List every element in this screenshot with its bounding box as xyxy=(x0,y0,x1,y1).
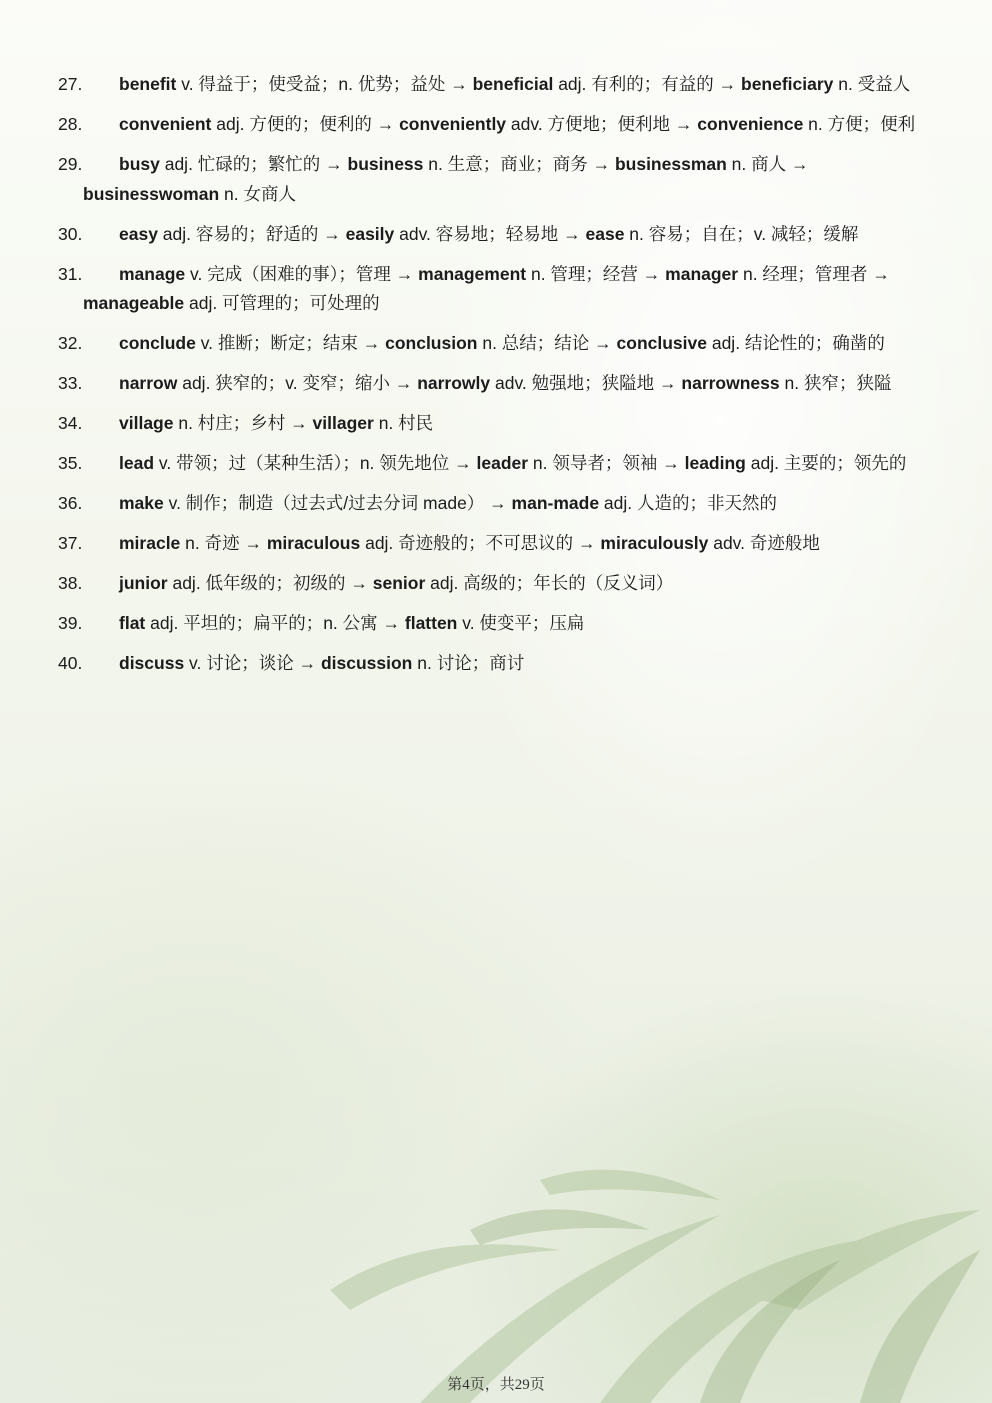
headword: junior xyxy=(119,573,168,593)
headword: businesswoman xyxy=(83,183,220,204)
entry-text xyxy=(83,569,938,599)
definition-text: adj. 狭窄的；v. 变窄；缩小 → xyxy=(177,373,418,393)
vocab-entry xyxy=(58,329,938,359)
vocab-entry xyxy=(58,569,938,599)
headword: discussion xyxy=(320,653,413,673)
definition-text: n. 总结；结论 → xyxy=(477,333,617,353)
headword: miraculously xyxy=(600,533,709,553)
headword: convenient xyxy=(119,114,212,134)
headword: business xyxy=(347,154,424,174)
definition-text: v. 得益于；使受益；n. 优势；益处 → xyxy=(176,74,473,94)
definition-text: v. 讨论；谈论 → xyxy=(184,653,321,673)
entry-text xyxy=(83,409,938,439)
headword: narrowly xyxy=(417,373,491,393)
entry-number: 39. xyxy=(58,613,83,633)
headword: management xyxy=(418,263,527,284)
headword: make xyxy=(119,493,164,513)
vocab-entry xyxy=(58,260,938,319)
entry-number: 28. xyxy=(58,114,83,134)
definition-text: v. 制作；制造（过去式/过去分词 made） → xyxy=(163,493,512,513)
headword: convenience xyxy=(697,114,804,134)
vocab-entry xyxy=(58,409,938,439)
headword: conveniently xyxy=(399,114,507,134)
definition-text: n. 管理；经营 → xyxy=(526,263,666,284)
vocab-entry xyxy=(58,529,938,559)
entry-number: 32. xyxy=(58,333,83,353)
entry-text xyxy=(83,110,938,140)
headword: senior xyxy=(372,573,426,593)
headword: flatten xyxy=(404,613,458,633)
vocab-entry xyxy=(58,70,938,100)
vocabulary-list xyxy=(58,70,938,689)
headword: manage xyxy=(119,263,186,284)
definition-text: adv. 容易地；轻易地 → xyxy=(394,223,586,244)
entry-text xyxy=(83,649,938,679)
definition-text: adj. 结论性的；确凿的 xyxy=(706,333,885,353)
entry-number: 37. xyxy=(58,533,83,553)
definition-text: n. 讨论；商讨 xyxy=(412,653,525,673)
definition-text: adj. 忙碌的；繁忙的 → xyxy=(159,154,348,174)
entry-number: 36. xyxy=(58,493,83,513)
definition-text: adj. 可管理的；可处理的 xyxy=(184,293,380,313)
headword: easy xyxy=(119,223,158,244)
headword: conclude xyxy=(119,333,196,353)
definition-text: n. 容易；自在；v. 减轻；缓解 xyxy=(624,223,859,244)
vocab-entry xyxy=(58,150,938,209)
headword: man-made xyxy=(511,493,600,513)
headword: conclusive xyxy=(616,333,707,353)
headword: narrowness xyxy=(681,373,780,393)
definition-text: adj. 人造的；非天然的 xyxy=(599,493,778,513)
entry-number: 34. xyxy=(58,413,83,433)
headword: discuss xyxy=(119,653,185,673)
entry-number: 30. xyxy=(58,223,83,244)
entry-text xyxy=(83,150,938,209)
definition-text: n. 奇迹 → xyxy=(180,533,267,553)
headword: manager xyxy=(665,263,739,284)
entry-text xyxy=(83,609,938,639)
entry-number: 27. xyxy=(58,74,83,94)
headword: villager xyxy=(312,413,374,433)
definition-text: v. 使变平；压扁 xyxy=(457,613,585,633)
definition-text: n. 生意；商业；商务 → xyxy=(423,154,615,174)
entry-text xyxy=(83,70,938,100)
headword: beneficial xyxy=(472,74,554,94)
headword: conclusion xyxy=(385,333,478,353)
page-footer: 第4页，共29页 xyxy=(447,1377,545,1393)
definition-text: adj. 高级的；年长的（反义词） xyxy=(425,573,674,593)
vocab-entry xyxy=(58,369,938,399)
vocab-entry xyxy=(58,449,938,479)
headword: beneficiary xyxy=(741,74,834,94)
definition-text: adj. 有利的；有益的 → xyxy=(553,74,741,94)
vocab-entry xyxy=(58,489,938,519)
entry-text xyxy=(83,260,938,319)
entry-text xyxy=(83,369,938,399)
definition-text: adv. 方便地；便利地 → xyxy=(506,114,698,134)
entry-text xyxy=(83,220,938,250)
headword: narrow xyxy=(119,373,178,393)
headword: flat xyxy=(119,613,146,633)
headword: leading xyxy=(684,453,746,473)
headword: manageable xyxy=(83,293,185,313)
definition-text: n. 狭窄；狭隘 xyxy=(779,373,892,393)
definition-text: adj. 方便的；便利的 → xyxy=(211,114,400,134)
headword: ease xyxy=(585,223,625,244)
definition-text: v. 完成（困难的事）；管理 → xyxy=(185,263,419,284)
definition-text: adj. 低年级的；初级的 → xyxy=(167,573,373,593)
definition-text: adv. 奇迹般地 xyxy=(708,533,820,553)
headword: lead xyxy=(119,453,155,473)
definition-text: n. 领导者；领袖 → xyxy=(528,453,685,473)
entry-text xyxy=(83,529,938,559)
definition-text: n. 村庄；乡村 → xyxy=(173,413,313,433)
headword: benefit xyxy=(119,74,177,94)
headword: miracle xyxy=(119,533,181,553)
definition-text: n. 商人 → xyxy=(726,154,809,174)
definition-text: v. 推断；断定；结束 → xyxy=(195,333,386,353)
headword: village xyxy=(119,413,174,433)
entry-number: 31. xyxy=(58,263,83,284)
vocab-entry xyxy=(58,649,938,679)
entry-number: 35. xyxy=(58,453,83,473)
vocab-entry xyxy=(58,110,938,140)
headword: easily xyxy=(345,223,395,244)
entry-text xyxy=(83,449,938,479)
headword: busy xyxy=(119,154,160,174)
definition-text: adv. 勉强地；狭隘地 → xyxy=(490,373,682,393)
definition-text: n. 经理；管理者 → xyxy=(738,263,890,284)
definition-text: n. 村民 xyxy=(373,413,434,433)
entry-number: 33. xyxy=(58,373,83,393)
definition-text: adj. 主要的；领先的 xyxy=(745,453,907,473)
entry-text xyxy=(83,329,938,359)
definition-text: adj. 奇迹般的；不可思议的 → xyxy=(360,533,601,553)
headword: businessman xyxy=(614,154,727,174)
vocab-entry xyxy=(58,220,938,250)
headword: miraculous xyxy=(266,533,361,553)
definition-text: n. 方便；便利 xyxy=(803,114,916,134)
entry-number: 38. xyxy=(58,573,83,593)
entry-text xyxy=(83,489,938,519)
definition-text: n. 受益人 xyxy=(833,74,911,94)
headword: leader xyxy=(476,453,529,473)
definition-text: v. 带领；过（某种生活）；n. 领先地位 → xyxy=(154,453,477,473)
entry-number: 29. xyxy=(58,154,83,174)
vocab-entry xyxy=(58,609,938,639)
definition-text: adj. 平坦的；扁平的；n. 公寓 → xyxy=(145,613,405,633)
definition-text: adj. 容易的；舒适的 → xyxy=(157,223,346,244)
entry-number: 40. xyxy=(58,653,83,673)
definition-text: n. 女商人 xyxy=(219,183,296,204)
